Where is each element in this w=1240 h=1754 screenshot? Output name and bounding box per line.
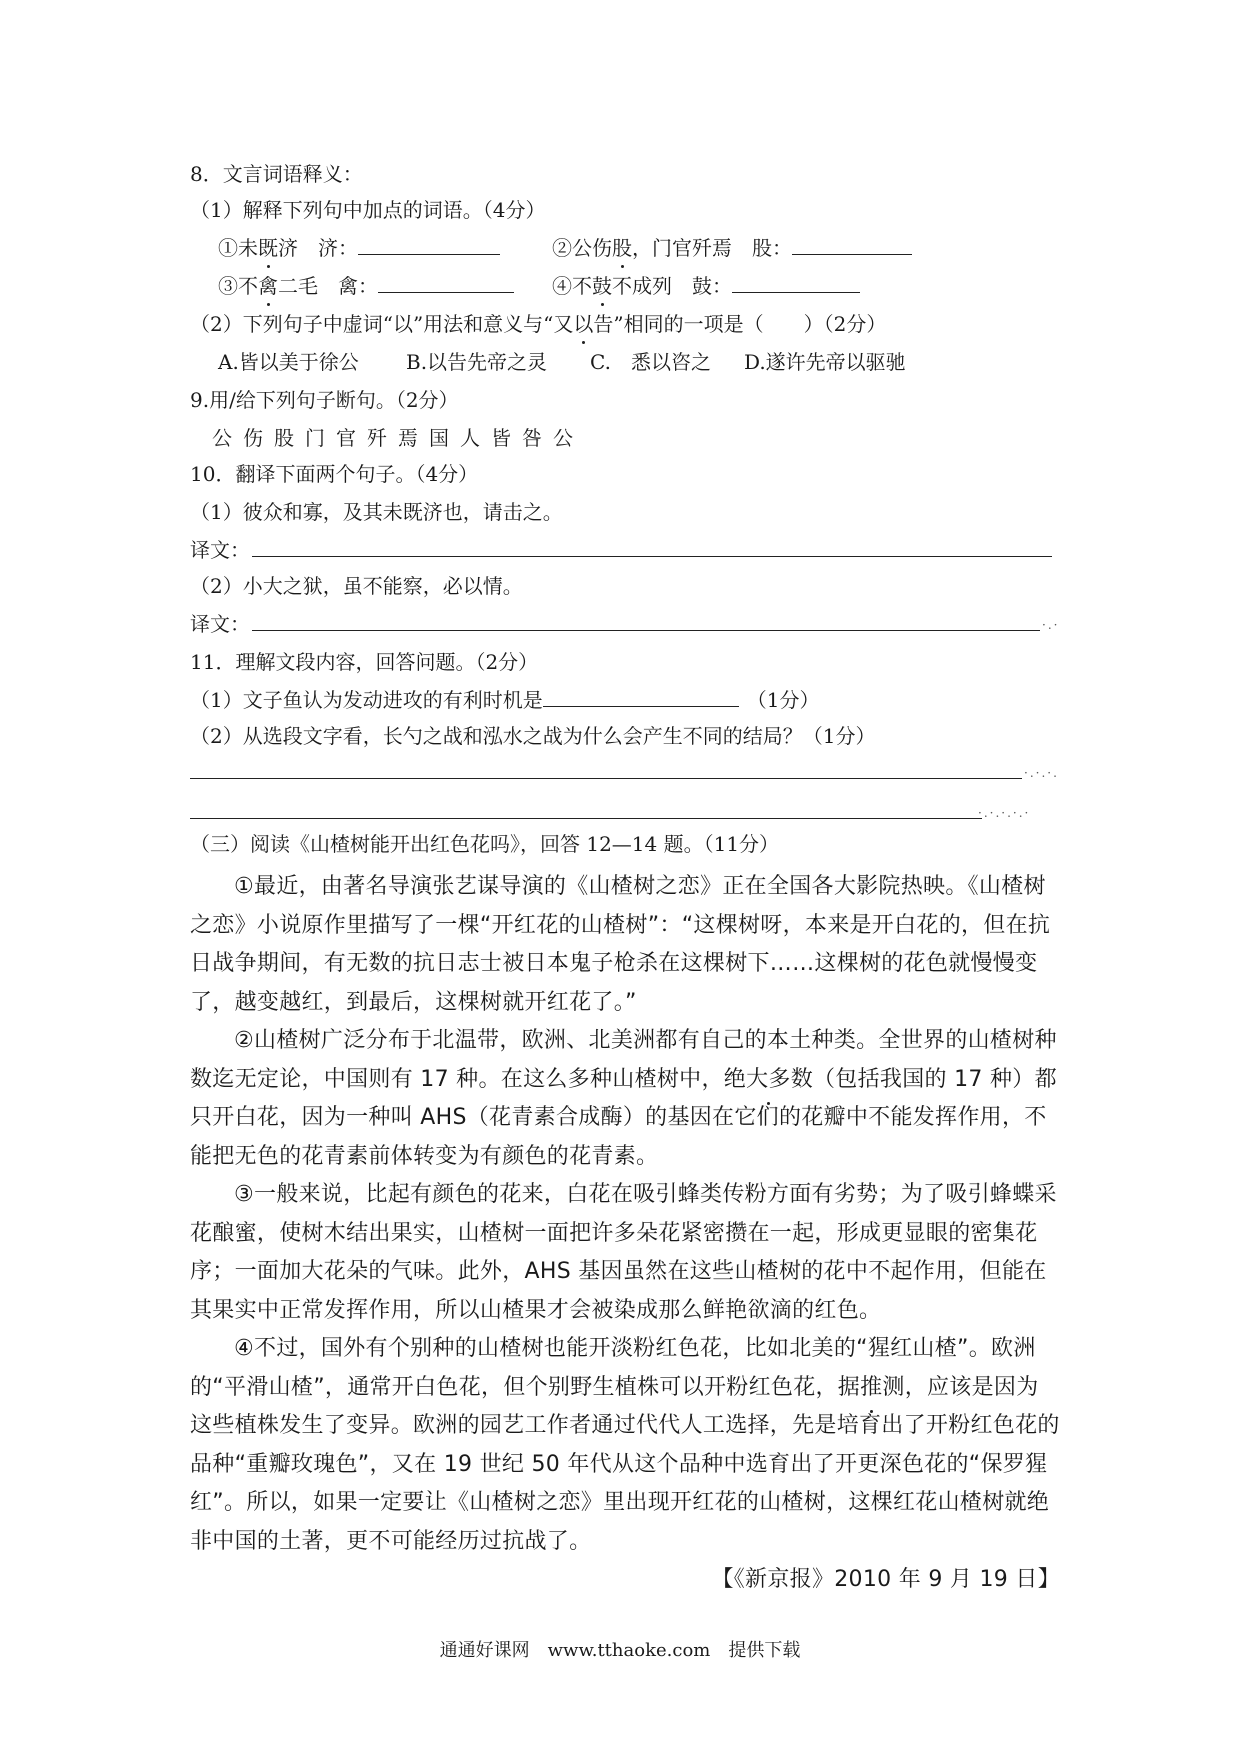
q8-item2: ②公伤股，门官歼焉 股：	[552, 234, 912, 262]
q11-sentence-2: （2）从选段文字看，长勺之战和泓水之战为什么会产生不同的结局？（1分）	[190, 724, 876, 748]
q8-option-b: B.以告先帝之灵	[406, 350, 548, 374]
dotted-char: 既	[258, 236, 278, 260]
decorative-dots: ·.·.·.·.·	[978, 806, 1031, 820]
answer-blank[interactable]	[358, 234, 500, 255]
answer-line[interactable]	[252, 630, 1040, 631]
q10-sentence-2: （2）小大之狱，虽不能察，必以情。	[190, 574, 523, 598]
q8-item4: ④不鼓不成列 鼓：	[552, 272, 860, 300]
passage-paragraph-3: ③一般来说，比起有颜色的花来，白花在吸引蜂类传粉方面有劣势；为了吸引蜂蝶采花酿蜜，使树木结出果实，山楂树一面把许多朵花紧密攒在一起，形成更显眼的密集花序；一面加大花朵的气味。此外，AHS 基因虽然在这些山楂树的花中不起作用，但能在其果实中正常发挥作用，所以山楂果才会被染成那么鲜艳欲滴的红色。	[190, 1182, 1057, 1323]
decorative-dots: ·.·.·.	[1024, 766, 1059, 780]
answer-blank[interactable]	[543, 686, 739, 707]
dotted-phrase: 据推测	[838, 1369, 905, 1408]
q10-sentence-1: （1）彼众和寡，及其未既济也，请击之。	[190, 500, 563, 524]
q10-title: 10．翻译下面两个句子。（4分）	[190, 462, 479, 486]
answer-blank[interactable]	[792, 234, 912, 255]
q8-item1: ①未既济 济：	[218, 234, 500, 262]
q8-option-d: D.遂许先帝以驱驰	[744, 350, 906, 374]
q9-sentence: 公伤股门官歼焉国人皆咎公	[212, 426, 584, 450]
passage-paragraph-2: ②山楂树广泛分布于北温带，欧洲、北美洲都有自己的本土种类。全世界的山楂树种数迄无定论，中国则有 17 种。在这么多种山楂树中，绝大多数（包括我国的 17 种）都只开白花，因为一种叫 AHS（花青素合成酶）的基因在它们的花瓣中不能发挥作用，不能把无色的花青素前体转变为有颜色的花青素。	[190, 1028, 1057, 1169]
q11-title: 11．理解文段内容，回答问题。（2分）	[190, 650, 539, 674]
answer-line[interactable]	[190, 818, 982, 819]
decorative-dots: ·.·	[1042, 618, 1060, 632]
q8-sub1: （1）解释下列句中加点的词语。（4分）	[190, 198, 546, 222]
dotted-char: 股	[612, 236, 632, 260]
q8-sub2: （2）下列句子中虚词“以”用法和意义与“又以告”相同的一项是（ ）（2分）	[190, 312, 887, 336]
q11-sentence-1: （1）文子鱼认为发动进攻的有利时机是 （1分）	[190, 688, 820, 712]
dotted-char: 以	[573, 312, 594, 336]
page-footer: 通通好课网 www.tthaoke.com 提供下载	[439, 1640, 801, 1661]
dotted-char: 鼓	[592, 274, 612, 298]
q8-item3: ③不禽二毛 禽：	[218, 272, 514, 300]
answer-blank[interactable]	[378, 272, 514, 293]
q8-option-c: C. 悉以咨之	[590, 350, 711, 374]
answer-line[interactable]	[252, 556, 1052, 557]
dotted-phrase: 绝大多数	[724, 1061, 813, 1100]
answer-line[interactable]	[190, 778, 1022, 779]
passage-paragraph-1: ①最近，由著名导演张艺谋导演的《山楂树之恋》正在全国各大影院热映。《山楂树之恋》小说原作里描写了一棵“开红花的山楂树”：“这棵树呀，本来是开白花的，但在抗日战争期间，有无数的抗日志士被日本鬼子枪杀在这棵树下……这棵树的花色就慢慢变了，越变越红，到最后，这棵树就开红花了。”	[190, 874, 1051, 1015]
section3-heading: （三）阅读《山楂树能开出红色花吗》，回答 12—14 题。（11分）	[190, 832, 780, 856]
q9-title: 9.用/给下列句子断句。（2分）	[190, 388, 459, 412]
q10-label-2: 译文：	[190, 612, 250, 636]
dotted-char: 禽	[258, 274, 278, 298]
passage-source: 【《新京报》2010 年 9 月 19 日】	[711, 1567, 1060, 1592]
q8-title: 8．文言词语释义：	[190, 162, 363, 186]
q8-option-a: A.皆以美于徐公	[218, 350, 359, 374]
answer-blank[interactable]	[732, 272, 860, 293]
passage-paragraph-4: ④不过，国外有个别种的山楂树也能开淡粉红色花，比如北美的“猩红山楂”。欧洲的“平滑山楂”，通常开白色花，但个别野生植株可以开粉红色花，据推测，应该是因为这些植株发生了变异。欧洲的园艺工作者通过代代人工选择，先是培育出了开粉红色花的品种“重瓣玫瑰色”，又在 19 世纪 50 年代从这个品种中选育出了开更深色花的“保罗猩红”。所以，如果一定要让《山楂树之恋》里出现开红花的山楂树，这棵红花山楂树就绝非中国的土著，更不可能经历过抗战了。	[190, 1336, 1060, 1554]
q10-label-1: 译文：	[190, 538, 250, 562]
